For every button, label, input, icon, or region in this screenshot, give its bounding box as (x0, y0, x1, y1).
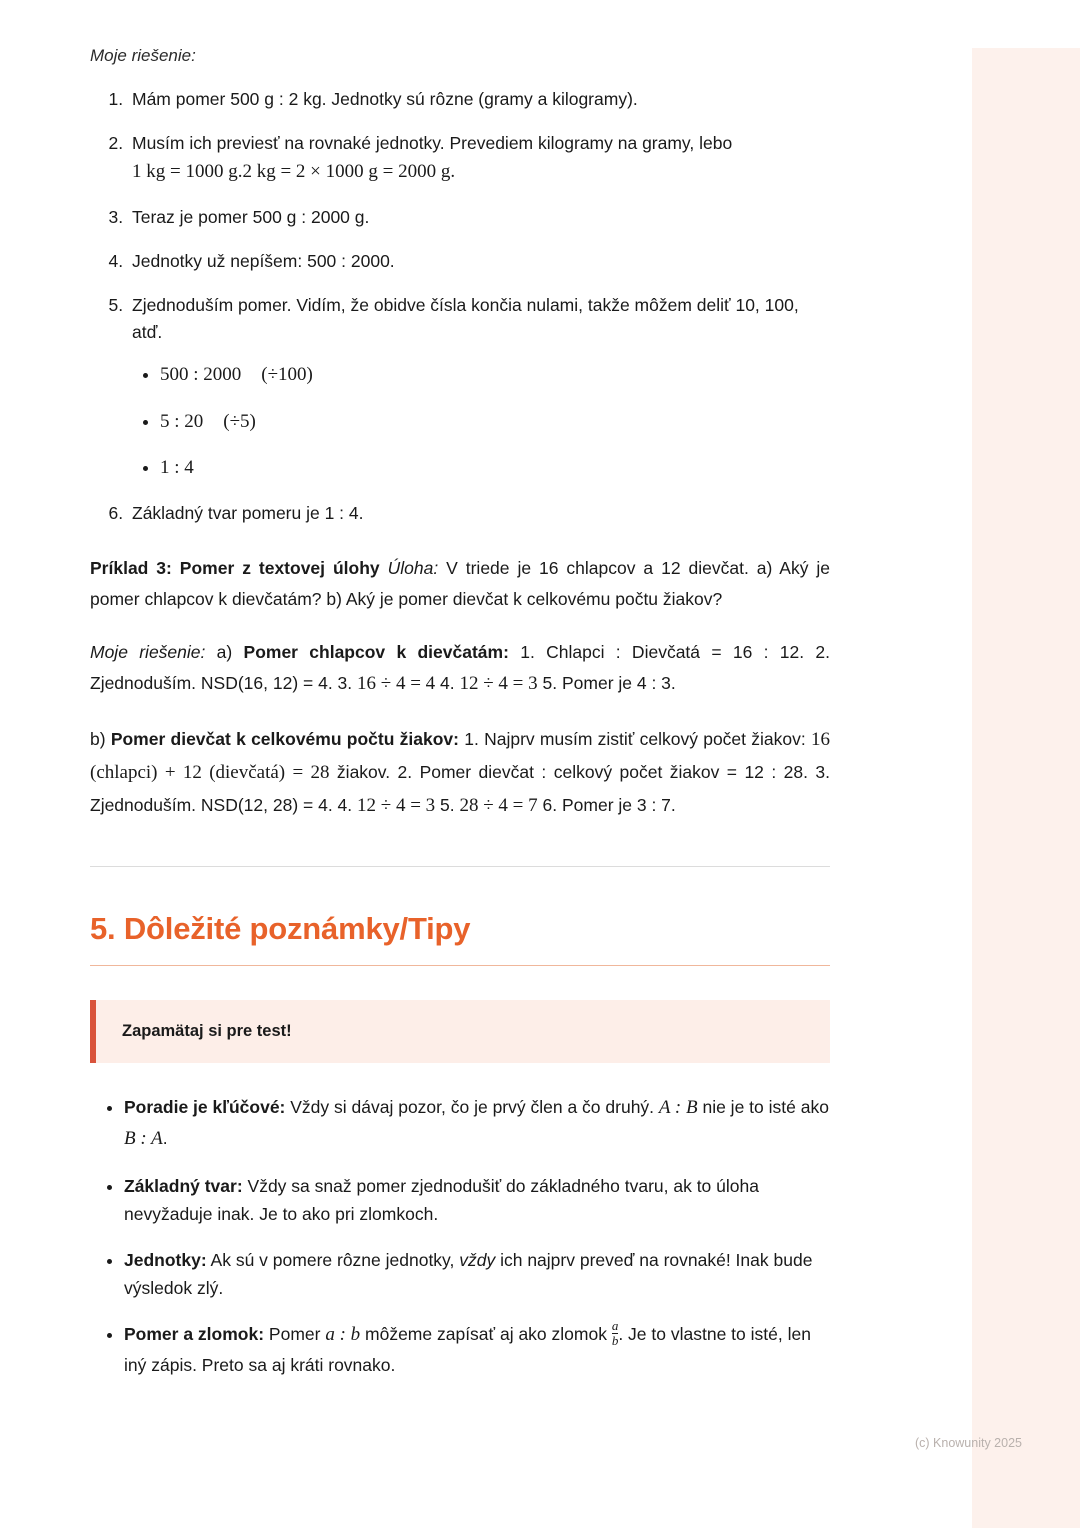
solution-b-paragraph (90, 723, 830, 823)
list-item (128, 500, 830, 527)
solution-a-paragraph (90, 637, 830, 701)
list-item (128, 86, 830, 113)
section-divider (90, 866, 830, 867)
example3-paragraph (90, 553, 830, 614)
example3-task-label: Úloha: (387, 558, 439, 579)
tip-title: Základný tvar: (124, 1175, 243, 1196)
solution-a-math2: 12 ÷ 4 = 3 (459, 673, 538, 695)
list-item (128, 248, 830, 275)
fraction-numerator: a (611, 1318, 619, 1334)
step-math: 1 kg = 1000 g.2 kg = 2 × 1000 g = 2000 g. (132, 161, 456, 183)
ratio-value: 500 : 2000 (160, 364, 242, 386)
solution-b-body2: žiakov. 2. Pomer dievčat : celkový počet žiakov = 12 : 28. 3. Zjednoduším. NSD(12, 28) = 4. 4. (90, 761, 830, 816)
section-title-underline (90, 965, 830, 966)
list-item (124, 1093, 830, 1155)
solution-a-body3: 5. Pomer je 4 : 3. (537, 673, 676, 694)
solution-b-body3: 5. (435, 795, 460, 816)
tip-title: Pomer a zlomok: (124, 1324, 265, 1345)
solution-a-body2: 4. (435, 673, 460, 694)
solution-a-label: Moje riešenie: (90, 641, 206, 662)
callout-text: Zapamätaj si pre test! (122, 1022, 292, 1041)
tip-emphasis: vždy (459, 1249, 496, 1270)
list-item (160, 360, 830, 390)
tip-text: . Je to vlastne to isté, len iný zápis. Preto sa aj kráti rovnako. (124, 1324, 811, 1376)
solution-b-math1: 16 (chlapci) + 12 (dievčatá) = 28 (90, 728, 830, 783)
tip-title: Poradie je kľúčové: (124, 1097, 286, 1118)
document-content (90, 46, 830, 1396)
solution-a-prefix: a) (205, 641, 244, 662)
tip-text: Ak sú v pomere rôzne jednotky, (206, 1249, 460, 1270)
step-text: Teraz je pomer 500 g : 2000 g. (132, 206, 370, 227)
tip-math: A : B (658, 1097, 698, 1119)
tip-text: Vždy si dávaj pozor, čo je prvý člen a čo druhý. (285, 1097, 659, 1118)
step-text: Mám pomer 500 g : 2 kg. Jednotky sú rôzne (gramy a kilogramy). (132, 89, 638, 109)
example3-task-text: V triede je 16 chlapcov a 12 dievčat. a) Aký je pomer chlapcov k dievčatám? b) Aký je pomer dievčat k celkovému počtu žiakov? (90, 558, 831, 610)
tip-text: nie je to isté ako (697, 1097, 829, 1118)
tip-text: ich najprv preveď na rovnaké! Inak bude výsledok zlý. (124, 1249, 813, 1298)
solution-b-prefix: b) (90, 728, 111, 749)
decorative-right-stripe-gap (966, 48, 972, 1528)
tip-title: Jednotky: (124, 1249, 207, 1270)
list-item (128, 204, 830, 231)
solution-steps-list (90, 86, 830, 527)
solution-a-bold: Pomer chlapcov k dievčatám: (243, 641, 509, 662)
example3-title: Príklad 3: Pomer z textovej úlohy (90, 558, 380, 579)
solution-b-body4: 6. Pomer je 3 : 7. (537, 795, 676, 816)
list-item (128, 292, 830, 483)
solution-a-math1: 16 ÷ 4 = 4 (357, 673, 436, 695)
solution-b-bold: Pomer dievčat k celkovému počtu žiakov: (110, 728, 459, 749)
step-text: Základný tvar pomeru je 1 : 4. (132, 503, 364, 524)
solution-b-math3: 28 ÷ 4 = 7 (459, 795, 538, 817)
tip-text: . (162, 1128, 168, 1149)
solution-label: Moje riešenie: (90, 46, 196, 65)
fraction-denominator: b (611, 1332, 619, 1348)
tip-text: Pomer (264, 1324, 326, 1345)
tips-list (90, 1093, 830, 1379)
solution-b-body1: 1. Najprv musím zistiť celkový počet žiakov: (459, 728, 811, 749)
step-text: Jednotky už nepíšem: 500 : 2000. (132, 250, 395, 271)
tip-text: môžeme zapísať aj ako zlomok (360, 1324, 612, 1345)
callout-box (90, 1000, 830, 1063)
tip-text: Vždy sa snaž pomer zjednodušiť do základného tvaru, ak to úloha nevyžaduje inak. Je to ako pri zlomkoch. (124, 1175, 759, 1225)
ratio-operation: (÷5) (223, 410, 256, 432)
simplification-sublist (132, 360, 830, 483)
list-item (160, 453, 830, 483)
decorative-right-stripe (972, 48, 1080, 1528)
solution-b-math2: 12 ÷ 4 = 3 (357, 795, 436, 817)
list-item (124, 1319, 830, 1379)
list-item (160, 407, 830, 437)
step-text: Musím ich previesť na rovnaké jednotky. Prevediem kilogramy na gramy, lebo (132, 133, 733, 154)
tip-math: B : A (124, 1128, 163, 1150)
copyright-notice: (c) Knowunity 2025 (914, 1436, 1022, 1450)
list-item (124, 1172, 830, 1229)
step-text: Zjednoduším pomer. Vidím, že obidve čísla končia nulami, takže môžem deliť 10, 100, atď. (132, 294, 799, 343)
ratio-value: 1 : 4 (160, 456, 194, 478)
list-item (124, 1246, 830, 1303)
tip-math: a : b (325, 1324, 361, 1346)
ratio-value: 5 : 20 (160, 410, 204, 432)
page-title: 5. Dôležité poznámky/Tipy (90, 911, 471, 947)
solution-a-body1: 1. Chlapci : Dievčatá = 16 : 12. 2. Zjednoduším. NSD(16, 12) = 4. 3. (90, 641, 830, 694)
ratio-operation: (÷100) (261, 364, 313, 386)
list-item (128, 130, 830, 187)
